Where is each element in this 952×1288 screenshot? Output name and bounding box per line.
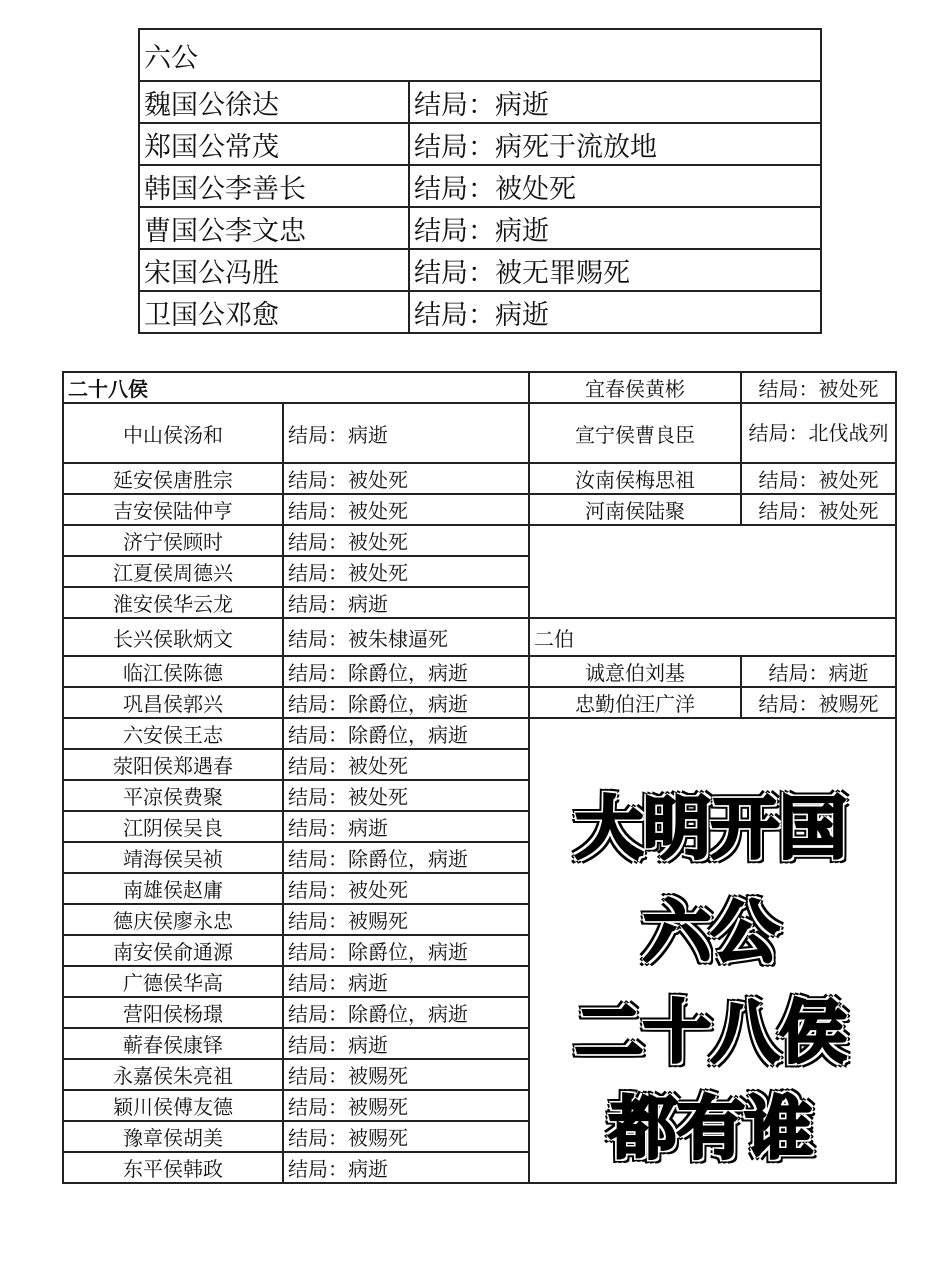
table-row: 郑国公常茂 结局：病死于流放地	[139, 123, 821, 165]
empty-cell	[529, 525, 896, 618]
six-dukes-table	[138, 28, 822, 334]
overlay-line-3: 二十八侯	[574, 994, 847, 1073]
marquises-title: 二十八侯	[63, 372, 529, 403]
table-row: 魏国公徐达 结局：病逝	[139, 81, 821, 123]
six-dukes-title: 六公	[139, 29, 821, 81]
table-row: 曹国公李文忠 结局：病逝	[139, 207, 821, 249]
earls-title: 二伯	[529, 618, 896, 656]
marquises-table: 二十八侯 宜春侯黄彬 结局：被处死 中山侯汤和 结局：病逝 宣宁侯曹良臣 结局：北伐战列 延安侯唐胜宗 结局：被处死 汝南侯梅思祖 结局：被处死 吉安侯陆仲亨 结局：被处死 河南侯陆聚 结局：被处死 济宁侯顾时 结局：被处死 江夏侯周德兴 结局：被处死 淮安侯华云龙 结局：病逝 长兴侯耿炳文 结局：被朱棣逼死 二伯 临江侯陈德 结局：除爵位，病逝 诚意伯刘基 结局：病逝 巩昌侯郭兴 结局：除爵位，病逝 忠勤伯汪广洋 结局：被赐死 六安侯王志 结局：除爵位，病逝 荥阳侯郑遇春 结局：被处死 平凉侯费聚 结局：被处死 江阴侯吴良 结局：病逝 靖海侯吴祯 结局：除爵位，病逝 南雄侯赵庸 结局：被处死 德庆侯廖永忠 结局：被赐死 南安侯俞通源 结局：除爵位，病逝 广德侯华高 结局：病逝 营阳侯杨璟 结局：除爵位，病逝 蕲春侯康铎 结局：病逝 永嘉侯朱亮祖 结局：被赐死 颖川侯傅友德 结局：被赐死 豫章侯胡美 结局：被赐死 东平侯韩政 结局：病逝	[62, 371, 897, 1184]
table-row: 宋国公冯胜 结局：被无罪赐死	[139, 249, 821, 291]
overlay-line-4: 都有谁	[608, 1090, 813, 1169]
overlay-line-2: 六公	[642, 894, 779, 973]
table-row: 韩国公李善长 结局：被处死	[139, 165, 821, 207]
table-row: 卫国公邓愈 结局：病逝	[139, 291, 821, 333]
overlay-line-1: 大明开国	[574, 790, 847, 869]
